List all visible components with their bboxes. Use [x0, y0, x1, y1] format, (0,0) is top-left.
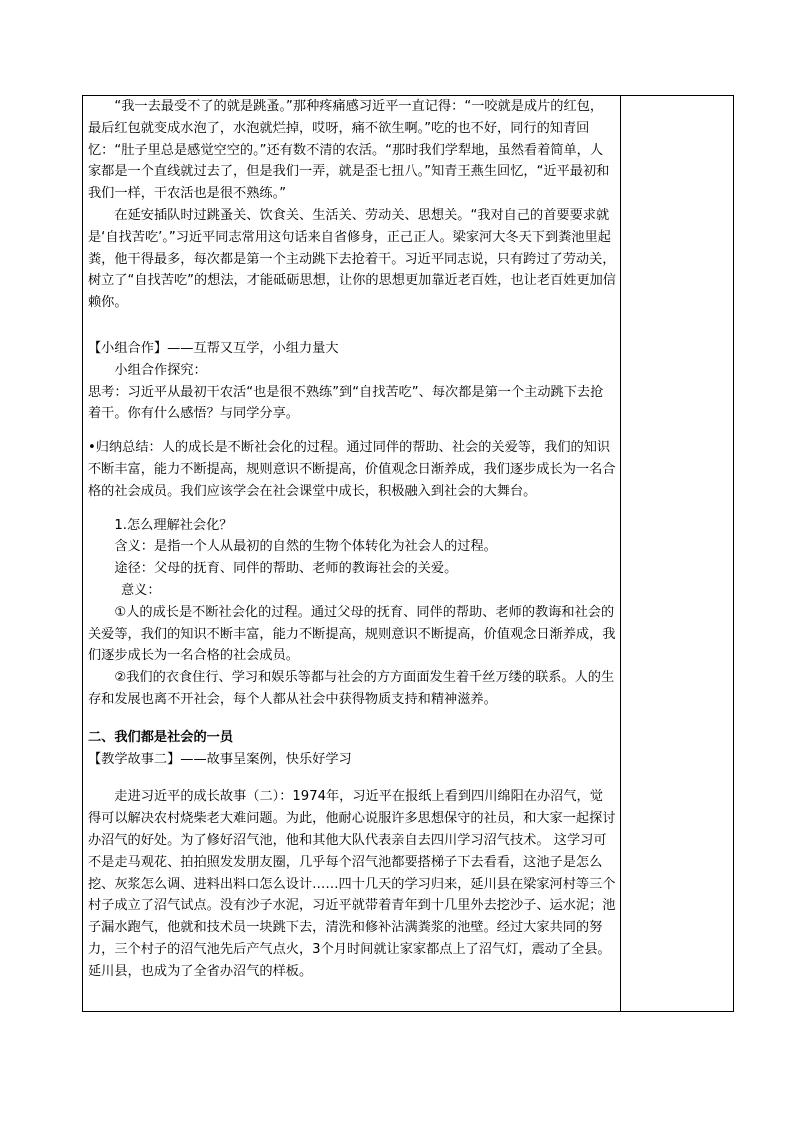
- story-paragraph-2: 在延安插队时过跳蚤关、饮食关、生活关、劳动关、思想关。“我对自己的首要要求就是‘自找苦吃’。”习近平同志常用这句话来自省修身，正己正人。梁家河大冬天下到粪池里起粪，他干得最多，每次都是第一个主动跳下去抢着干。习近平同志说，只有跨过了劳动关，树立了“自找苦吃”的想法，才能砥砺思想，让你的思想更加靠近老百姓，也让老百姓更加信赖你。: [88, 207, 616, 311]
- group-work-heading: 【小组合作】——互帮又互学，小组力量大: [88, 340, 339, 356]
- significance-point-1: ①人的成长是不断社会化的过程。通过父母的抚育、同伴的帮助、老师的教诲和社会的关爱等，我们的知识不断丰富，能力不断提高，规则意识不断提高，价值观念日渐养成，我们逐步成长为一名合格的社会成员。: [88, 604, 616, 664]
- section-two-heading: 二、我们都是社会的一员: [88, 729, 234, 745]
- definition-line: 含义：是指一个人从最初的自然的生物个体转化为社会人的过程。: [114, 539, 497, 555]
- story-two-paragraph: 走进习近平的成长故事（二）：1974年，习近平在报纸上看到四川绵阳在办沼气，觉得可以解决农村烧柴老大难问题。为此，他耐心说服许多思想保守的社员，和大家一起探讨办沼气的好处。为了修好沼气池，他和其他大队代表亲自去四川学习沼气技术。 这学习可不是走马观花、拍拍照发发朋友圈，几乎每个沼气池都要搭梯子下去看看，这池子是怎么挖、灰浆怎么调、进料出料口怎么设计……四十几天的学习归来，延川县在梁家河村等三个村子成立了沼气试点。没有沙子水泥，习近平就带着青年到十几里外去挖沙子、运水泥；池子漏水跑气，他就和技术员一块跳下去，清洗和修补沾满粪浆的池壁。经过大家共同的努力，三个村子的沼气池先后产气点火，3个月时间就让家家都点上了沼气灯，震动了全县。延川县，也成为了全省办沼气的样板。: [88, 789, 616, 979]
- think-question: 思考：习近平从最初干农活“也是很不熟练”到“自找苦吃”、每次都是第一个主动跳下去抢着干。你有什么感悟？与同学分享。: [88, 384, 604, 422]
- story-paragraph-1: “我一去最受不了的就是跳蚤。”那种疼痛感习近平一直记得：“一咬就是成片的红包，最后红包就变成水泡了，水泡就烂掉，哎呀，痛不欲生啊。”吃的也不好，同行的知青回忆：“肚子里总是感觉空空的。”还有数不清的农活。“那时我们学犁地，虽然看着简单，人家都是一个直线就过去了，但是我们一弄，就是歪七扭八。”知青王燕生回忆，“近平最初和我们一样，干农活也是很不熟练。”: [88, 99, 610, 202]
- significance-label: 意义：: [121, 582, 161, 598]
- pathway-line: 途径：父母的抚育、同伴的帮助、老师的教诲社会的关爱。: [114, 561, 458, 577]
- main-column: [88, 96, 616, 982]
- significance-point-2: ②我们的衣食住行、学习和娱乐等都与社会的方方面面发生着千丝万缕的联系。人的生存和发展也离不开社会，每个人都从社会中获得物质支持和精神滋养。: [88, 670, 615, 707]
- story-two-heading: 【教学故事二】——故事呈案例，快乐好学习: [88, 751, 352, 767]
- summary-paragraph: •归纳总结：人的成长是不断社会化的过程。通过同伴的帮助、社会的关爱等，我们的知识不断丰富，能力不断提高，规则意识不断提高，价值观念日渐养成，我们逐步成长为一名合格的社会成员。我们应该学会在社会课堂中成长，积极融入到社会的大舞台。: [88, 440, 616, 499]
- group-explore-label: 小组合作探究：: [114, 362, 207, 378]
- column-divider: [620, 95, 621, 1012]
- question-socialization: 1.怎么理解社会化？: [114, 517, 233, 533]
